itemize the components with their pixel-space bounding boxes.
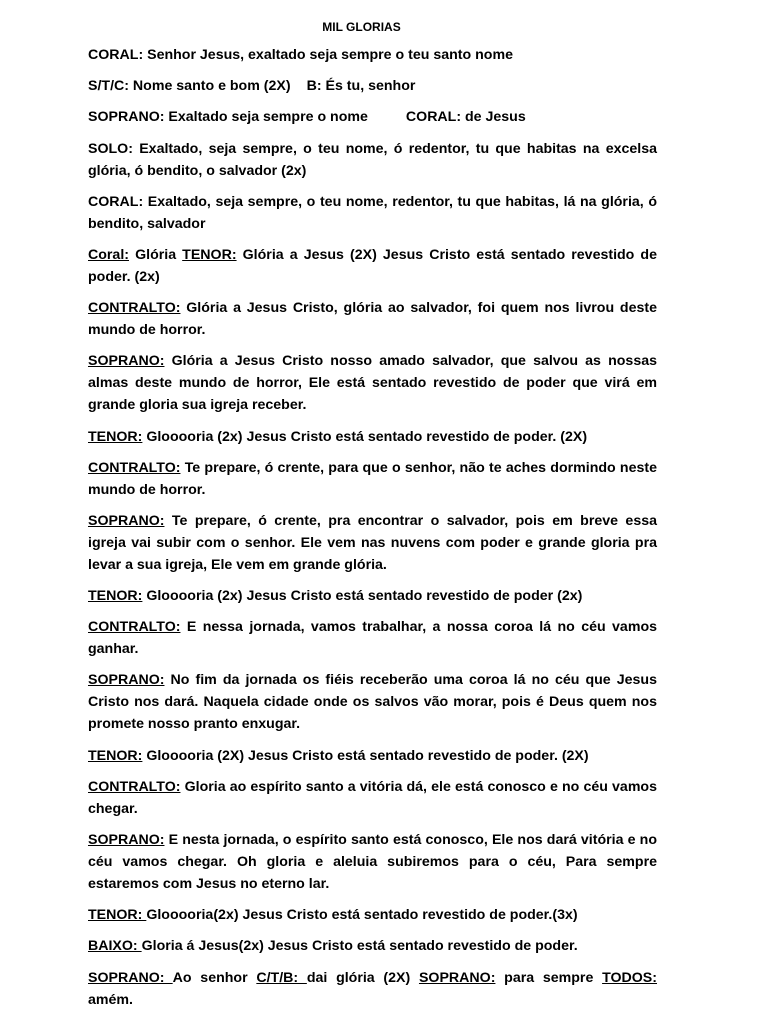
lyric-paragraph <box>88 776 657 820</box>
lyric-paragraph <box>88 585 657 607</box>
lyric-paragraph <box>88 350 657 416</box>
lyric-text: CORAL: Exaltado, seja sempre, o teu nome, redentor, tu que habitas, lá na glória, ó bendito, salvador <box>88 193 657 232</box>
lyric-paragraph <box>88 745 657 767</box>
lyric-text: E nesta jornada, o espírito santo está conosco, Ele nos dará vitória e no céu vamos chegar. Oh gloria e aleluia subiremos para o céu, Para sempre estaremos com Jesus no eterno lar. <box>88 832 657 892</box>
lyric-text: No fim da jornada os fiéis receberão uma coroa lá no céu que Jesus Cristo nos dará. Naquela cidade onde os salvos vão morar, pois é Deus quem nos promete nosso pranto enxugar. <box>88 672 657 733</box>
lyric-paragraph <box>88 106 657 128</box>
lyric-text: Te prepare, ó crente, para que o senhor, não te aches dormindo neste mundo de horror. <box>88 459 657 498</box>
lyrics-body <box>88 44 657 1011</box>
voice-label: C/T/B: <box>256 969 307 986</box>
lyric-text: Glória a Jesus (2X) Jesus Cristo está sentado revestido de poder. (2x) <box>88 246 657 285</box>
lyric-text: Glória <box>129 246 183 263</box>
lyric-paragraph <box>88 457 657 501</box>
voice-label: CONTRALTO: <box>88 459 181 476</box>
voice-label: SOPRANO: <box>88 512 165 529</box>
voice-label: TENOR: <box>88 428 143 445</box>
lyric-paragraph <box>88 191 657 235</box>
lyric-text: Glória a Jesus Cristo nosso amado salvador, que salvou as nossas almas deste mundo de horror, Ele está sentado revestido de poder que virá em grande gloria sua igreja receber. <box>88 353 657 414</box>
lyric-paragraph <box>88 935 657 957</box>
lyric-text: SOPRANO: Exaltado seja sempre o nome <box>88 109 368 126</box>
voice-label: Coral: <box>88 246 129 263</box>
lyric-text: Ao senhor <box>172 969 257 986</box>
voice-label: SOPRANO: <box>88 353 165 370</box>
voice-label: SOPRANO: <box>88 672 165 689</box>
voice-label: CONTRALTO: <box>88 300 181 317</box>
lyric-text: CORAL: Senhor Jesus, exaltado seja sempre o teu santo nome <box>88 47 513 63</box>
lyric-paragraph <box>88 244 657 288</box>
voice-label: TODOS: <box>602 969 657 986</box>
lyric-text: Glooooria (2x) Jesus Cristo está sentado revestido de poder (2x) <box>142 588 583 605</box>
lyric-paragraph <box>88 426 657 448</box>
voice-label: SOPRANO: <box>88 969 173 986</box>
lyric-text: Glooooria (2x) Jesus Cristo está sentado revestido de poder. (2X) <box>142 428 588 445</box>
voice-label: CONTRALTO: <box>88 619 181 636</box>
lyric-paragraph <box>88 904 657 926</box>
lyric-paragraph <box>88 44 657 66</box>
lyric-text: S/T/C: Nome santo e bom (2X) <box>88 78 291 95</box>
lyric-text: amém. <box>88 991 133 1008</box>
lyric-text: Glooooria (2X) Jesus Cristo está sentado revestido de poder. (2X) <box>142 747 589 764</box>
lyric-paragraph <box>88 297 657 341</box>
lyric-text: B: És tu, senhor <box>306 78 416 95</box>
lyric-text: Glória a Jesus Cristo, glória ao salvador, foi quem nos livrou deste mundo de horror. <box>88 300 657 339</box>
voice-label: TENOR: <box>88 588 143 605</box>
lyric-paragraph <box>88 669 657 735</box>
voice-label: TENOR: <box>88 747 143 764</box>
voice-label: CONTRALTO: <box>88 778 181 795</box>
lyric-text: dai glória (2X) <box>306 969 419 986</box>
lyric-text: Gloria á Jesus(2x) Jesus Cristo está sentado revestido de poder. <box>141 938 578 955</box>
lyric-paragraph <box>88 967 657 1011</box>
voice-label: SOPRANO: <box>88 832 165 848</box>
lyric-text: Te prepare, ó crente, pra encontrar o salvador, pois em breve essa igreja vai subir com o senhor. Ele vem nas nuvens com poder e grande gloria pra levar a sua igreja, Ele vem em grande glória. <box>88 512 657 573</box>
voice-label: TENOR: <box>88 907 147 924</box>
lyric-text: SOLO: Exaltado, seja sempre, o teu nome, ó redentor, tu que habitas na excelsa glória, ó bendito, o salvador (2x) <box>88 140 657 179</box>
voice-label: SOPRANO: <box>418 969 496 986</box>
lyric-text: Gloria ao espírito santo a vitória dá, ele está conosco e no céu vamos chegar. <box>88 778 657 817</box>
lyric-paragraph <box>88 616 657 660</box>
lyric-paragraph <box>88 510 657 576</box>
lyric-text: para sempre <box>495 969 603 986</box>
lyric-text: E nessa jornada, vamos trabalhar, a nossa coroa lá no céu vamos ganhar. <box>88 619 657 658</box>
voice-label: TENOR: <box>182 246 237 263</box>
lyric-paragraph <box>88 829 657 895</box>
lyric-text: CORAL: de Jesus <box>405 109 526 126</box>
lyric-paragraph <box>88 75 657 97</box>
document-title: MIL GLORIAS <box>322 20 401 34</box>
lyric-text: Glooooria(2x) Jesus Cristo está sentado revestido de poder.(3x) <box>146 907 578 924</box>
lyric-paragraph <box>88 138 657 182</box>
voice-label: BAIXO: <box>88 938 142 955</box>
